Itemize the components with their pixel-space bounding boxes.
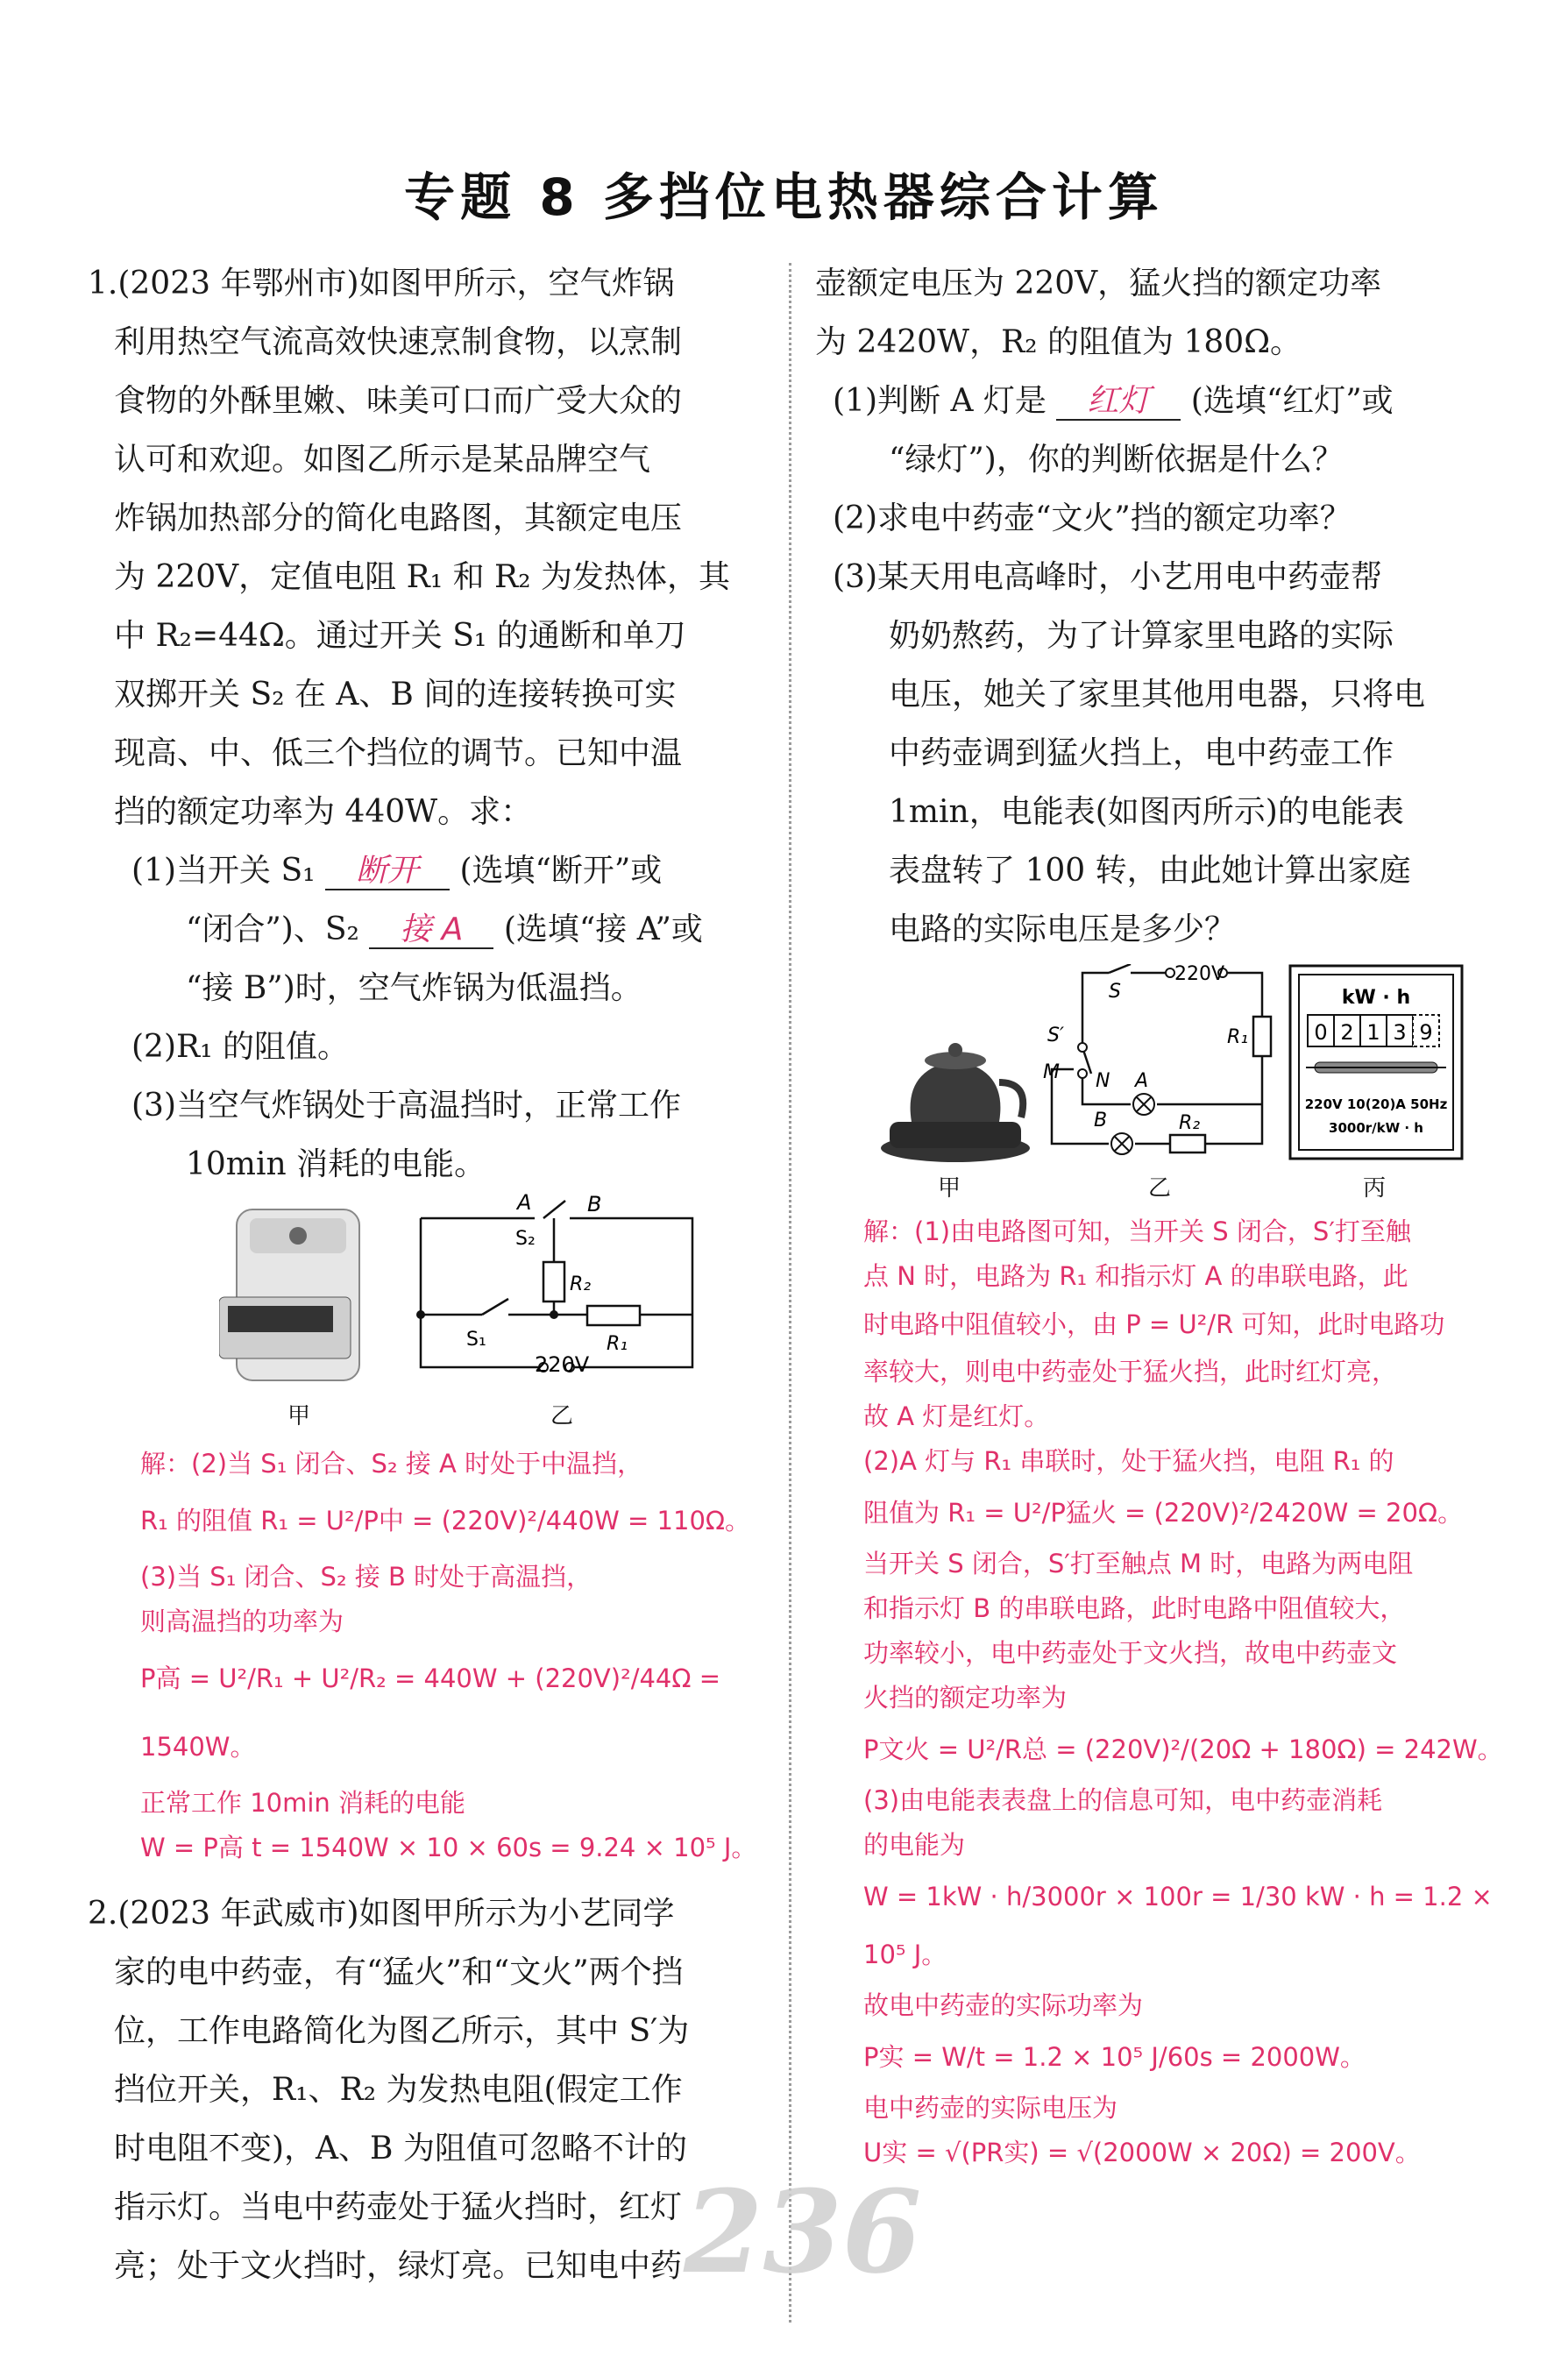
- q2-line: 位，工作电路简化为图乙所示，其中 S′为: [114, 2013, 690, 2049]
- air-fryer-image: [219, 1201, 377, 1394]
- q2-sub3-cont: 1min，电能表(如图丙所示)的电能表: [889, 794, 1404, 830]
- right-column: [815, 254, 1499, 959]
- q1-label-R2: R₂: [570, 1273, 592, 1295]
- q1-blank-1[interactable]: 断开: [325, 854, 450, 890]
- meter-unit: kW · h: [1341, 987, 1411, 1009]
- solution-line: (3)由电能表表盘上的信息可知，电中药壶消耗: [863, 1785, 1383, 1815]
- q2-label-220V: 220V: [1174, 964, 1225, 985]
- solution-line: 阻值为 R₁ = U²/P猛火 = (220V)²/2420W = 20Ω。: [863, 1498, 1464, 1528]
- q1-sub1-text: “闭合”)、S₂: [186, 911, 359, 947]
- q2-fig-bing-caption: 丙: [1363, 1175, 1387, 1202]
- q2-label-S: S: [1109, 981, 1121, 1003]
- q1-label-R1: R₁: [607, 1333, 628, 1355]
- q1-line: 双掷开关 S₂ 在 A、B 间的连接转换可实: [114, 677, 677, 713]
- solution-line: R₁ 的阻值 R₁ = U²/P中 = (220V)²/440W = 110Ω。: [140, 1506, 751, 1536]
- meter-digit: 3: [1393, 1020, 1407, 1045]
- solution-line: 解：(1)由电路图可知，当开关 S 闭合，S′打至触: [863, 1216, 1411, 1246]
- solution-line: U实 = √(PR实) = √(2000W × 20Ω) = 200V。: [863, 2138, 1421, 2167]
- q2-label-B: B: [1094, 1110, 1108, 1131]
- q1-sub1: [88, 841, 771, 900]
- q1-line: 挡的额定功率为 440W。求：: [114, 794, 533, 830]
- q2-sub3-cont: 中药壶调到猛火挡上，电中药壶工作: [889, 735, 1394, 771]
- solution-line: 点 N 时，电路为 R₁ 和指示灯 A 的串联电路，此: [863, 1261, 1408, 1291]
- q1-label-B: B: [587, 1192, 602, 1216]
- q2-line: 指示灯。当电中药壶处于猛火挡时，红灯: [114, 2189, 683, 2225]
- q2-sub1: [815, 372, 1499, 430]
- solution-line: W = 1kW · h/3000r × 100r = 1/30 kW · h = 1.2 × 10⁵ J。: [863, 1882, 1493, 1969]
- solution-line: 故电中药壶的实际功率为: [863, 1990, 1144, 2020]
- q2-circuit-diagram: [1043, 964, 1288, 1161]
- q1-label-S1: S₁: [466, 1329, 486, 1351]
- question-2-start: [88, 1884, 771, 2295]
- q2-fig-yi-caption: 乙: [1148, 1175, 1172, 1202]
- solution-line: W = P高 t = 1540W × 10 × 60s = 9.24 × 10⁵ J。: [140, 1833, 757, 1862]
- energy-meter: [1288, 964, 1464, 1161]
- solution-line: 则高温挡的功率为: [140, 1606, 344, 1636]
- q2-sub1-cont: “绿灯”)，你的判断依据是什么？: [889, 442, 1344, 478]
- q2-label-R1: R₁: [1227, 1026, 1249, 1048]
- solution-line: 正常工作 10min 消耗的电能: [140, 1788, 466, 1818]
- q1-circuit-diagram: [412, 1192, 701, 1402]
- page-title: 专题 8 多挡位电热器综合计算: [404, 167, 1164, 227]
- q1-label-A: A: [517, 1192, 532, 1215]
- solution-line: 当开关 S 闭合，S′打至触点 M 时，电路为两电阻: [863, 1549, 1414, 1578]
- q1-sub3: (3)当空气炸锅处于高温挡时，正常工作: [131, 1088, 681, 1124]
- q2-label-Sprime: S′: [1047, 1025, 1064, 1046]
- solution-line: P高 = U²/R₁ + U²/R₂ = 440W + (220V)²/44Ω = 1540W。: [140, 1663, 721, 1762]
- meter-spec-1: 220V 10(20)A 50Hz: [1304, 1096, 1448, 1112]
- q1-sub1-text: (选填“断开”或: [459, 853, 663, 889]
- solution-line: (2)A 灯与 R₁ 串联时，处于猛火挡，电阻 R₁ 的: [863, 1446, 1394, 1476]
- q1-solution: [140, 1442, 771, 1870]
- q2-fig-jia-caption: 甲: [938, 1175, 961, 1202]
- left-column: [88, 254, 771, 1194]
- solution-line: P文火 = U²/R总 = (220V)²/(20Ω + 180Ω) = 242W。: [863, 1734, 1503, 1764]
- q1-fig-yi-caption: 乙: [550, 1403, 574, 1429]
- solution-line: P实 = W/t = 1.2 × 10⁵ J/60s = 2000W。: [863, 2042, 1366, 2072]
- q1-label-220V: 220V: [535, 1352, 590, 1377]
- q1-line: 中 R₂=44Ω。通过开关 S₁ 的通断和单刀: [114, 618, 686, 654]
- q2-sub3-cont: 表盘转了 100 转，由此她计算出家庭: [889, 853, 1411, 889]
- solution-line: 的电能为: [863, 1830, 966, 1860]
- page-number: 236: [684, 2165, 922, 2299]
- q2-line: 挡位开关，R₁、R₂ 为发热电阻(假定工作: [114, 2072, 683, 2108]
- q1-sub1-text: (1)当开关 S₁: [131, 853, 316, 889]
- meter-spec-2: 3000r/kW · h: [1329, 1120, 1423, 1136]
- meter-digit: 2: [1340, 1020, 1354, 1045]
- q2-line: 家的电中药壶，有“猛火”和“文火”两个挡: [114, 1954, 684, 1990]
- q1-line: 认可和欢迎。如图乙所示是某品牌空气: [114, 442, 651, 478]
- q2-sub1-text: (1)判断 A 灯是: [833, 383, 1047, 419]
- q1-line: 为 220V，定值电阻 R₁ 和 R₂ 为发热体，其: [114, 559, 731, 595]
- q2-line: 2.(2023 年武威市)如图甲所示为小艺同学: [88, 1896, 675, 1932]
- solution-line: 火挡的额定功率为: [863, 1683, 1068, 1713]
- q1-sub3-cont: 10min 消耗的电能。: [186, 1146, 486, 1182]
- q2-solution: [863, 1209, 1503, 2175]
- q2-sub3-cont: 电路的实际电压是多少？: [889, 911, 1237, 947]
- solution-line: 功率较小，电中药壶处于文火挡，故电中药壶文: [863, 1638, 1398, 1668]
- q1-label-S2: S₂: [515, 1228, 536, 1250]
- q2-label-N: N: [1096, 1070, 1110, 1092]
- solution-line: 时电路中阻值较小，由 P = U²/R 可知，此时电路功: [863, 1309, 1445, 1339]
- q1-line: 现高、中、低三个挡位的调节。已知中温: [114, 735, 683, 771]
- q1-blank-2[interactable]: 接 A: [369, 912, 493, 949]
- solution-line: 率较大，则电中药壶处于猛火挡，此时红灯亮，: [863, 1357, 1398, 1387]
- solution-line: 和指示灯 B 的串联电路，此时电路中阻值较大，: [863, 1593, 1406, 1623]
- q2-label-A: A: [1135, 1070, 1149, 1092]
- herbal-pot-image: [876, 1017, 1034, 1166]
- q1-sub1-cont: [88, 900, 771, 959]
- q2-sub3-cont: 电压，她关了家里其他用电器，只将电: [889, 677, 1426, 713]
- solution-line: 故 A 灯是红灯。: [863, 1401, 1050, 1431]
- solution-line: 电中药壶的实际电压为: [863, 2093, 1118, 2123]
- column-divider: [789, 263, 791, 2323]
- q2-sub3: (3)某天用电高峰时，小艺用电中药壶帮: [833, 559, 1382, 595]
- q2-sub1-text: (选填“红灯”或: [1190, 383, 1394, 419]
- q1-fig-jia-caption: 甲: [287, 1403, 311, 1429]
- q2-line: 壶额定电压为 220V，猛火挡的额定功率: [815, 266, 1382, 301]
- q2-line: 时电阻不变)，A、B 为阻值可忽略不计的: [114, 2131, 687, 2167]
- q2-blank-1[interactable]: 红灯: [1056, 384, 1181, 421]
- solution-line: 解：(2)当 S₁ 闭合、S₂ 接 A 时处于中温挡，: [140, 1449, 643, 1479]
- q1-line: 利用热空气流高效快速烹制食物，以烹制: [114, 324, 683, 360]
- q1-sub1-text: (选填“接 A”或: [503, 911, 703, 947]
- meter-digit: 1: [1366, 1020, 1380, 1045]
- question-1: [88, 254, 771, 1194]
- q2-line: 为 2420W，R₂ 的阻值为 180Ω。: [815, 324, 1302, 360]
- q2-label-R2: R₂: [1179, 1112, 1201, 1134]
- q2-label-M: M: [1043, 1061, 1060, 1083]
- q2-sub2: (2)求电中药壶“文火”挡的额定功率？: [833, 500, 1352, 536]
- q2-sub3-cont: 奶奶熬药，为了计算家里电路的实际: [889, 618, 1394, 654]
- q1-line: 炸锅加热部分的简化电路图，其额定电压: [114, 500, 683, 536]
- q1-line: 1.(2023 年鄂州市)如图甲所示，空气炸锅: [88, 266, 675, 301]
- meter-digit: 0: [1314, 1020, 1328, 1045]
- q1-line: 食物的外酥里嫩、味美可口而广受大众的: [114, 383, 683, 419]
- q1-sub2: (2)R₁ 的阻值。: [131, 1029, 349, 1065]
- q2-line: 亮；处于文火挡时，绿灯亮。已知电中药: [114, 2248, 683, 2284]
- solution-line: (3)当 S₁ 闭合、S₂ 接 B 时处于高温挡，: [140, 1562, 592, 1592]
- q1-sub1-end: “接 B”)时，空气炸锅为低温挡。: [186, 970, 642, 1006]
- meter-digit: 9: [1419, 1020, 1433, 1045]
